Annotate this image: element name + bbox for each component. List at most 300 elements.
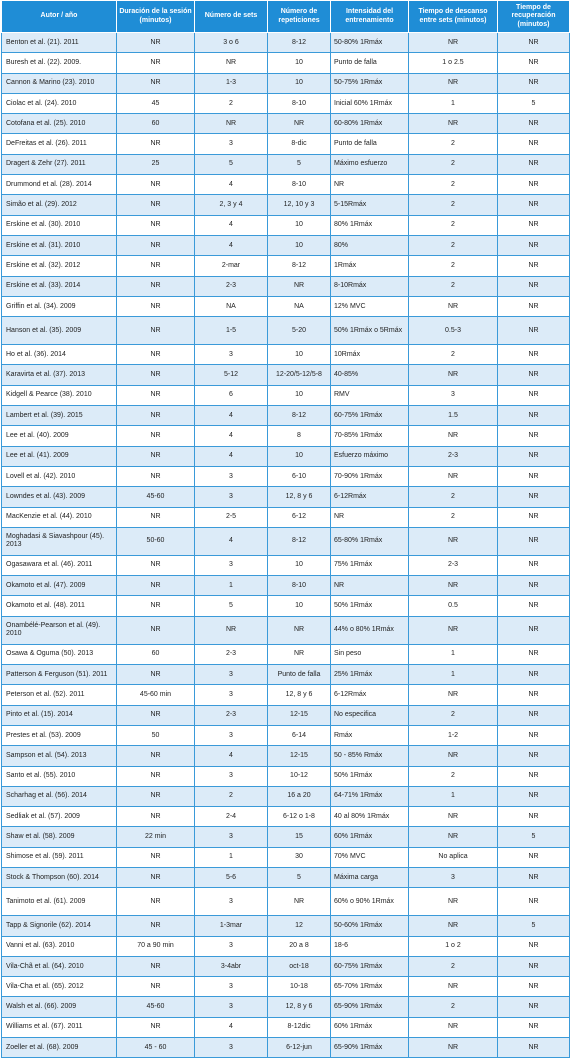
cell-sets: 3-4abr <box>195 956 268 976</box>
cell-reps: 12-15 <box>268 746 331 766</box>
cell-intensity: 12% MVC <box>331 296 409 316</box>
cell-rest: 1.5 <box>409 406 498 426</box>
cell-sets: 3 <box>195 345 268 365</box>
cell-author: Tanimoto et al. (61). 2009 <box>2 888 117 916</box>
cell-intensity: 60-75% 1Rmáx <box>331 406 409 426</box>
cell-reps: 10 <box>268 235 331 255</box>
cell-duration: NR <box>117 665 195 685</box>
cell-reps: 8-12 <box>268 406 331 426</box>
cell-author: Erskine et al. (32). 2012 <box>2 256 117 276</box>
cell-reps: 20 a 8 <box>268 936 331 956</box>
cell-intensity: 50-60% 1Rmáx <box>331 916 409 936</box>
cell-recovery: NR <box>498 446 570 466</box>
cell-rest: 2-3 <box>409 446 498 466</box>
cell-intensity: NR <box>331 507 409 527</box>
cell-intensity: 6-12Rmáx <box>331 487 409 507</box>
cell-author: Erskine et al. (30). 2010 <box>2 215 117 235</box>
cell-sets: 4 <box>195 746 268 766</box>
cell-intensity: NR <box>331 576 409 596</box>
table-row <box>2 725 570 745</box>
cell-rest: NR <box>409 114 498 134</box>
cell-recovery: NR <box>498 725 570 745</box>
cell-sets: 5-6 <box>195 867 268 887</box>
cell-duration: NR <box>117 705 195 725</box>
cell-sets: 3 <box>195 134 268 154</box>
cell-intensity: 10Rmáx <box>331 345 409 365</box>
cell-sets: NR <box>195 616 268 644</box>
cell-recovery: NR <box>498 847 570 867</box>
cell-duration: 45-60 <box>117 997 195 1017</box>
cell-rest: NR <box>409 296 498 316</box>
cell-reps: 5 <box>268 867 331 887</box>
cell-rest: 1-2 <box>409 725 498 745</box>
cell-rest: 2 <box>409 195 498 215</box>
cell-intensity: 64-71% 1Rmáx <box>331 786 409 806</box>
cell-sets: 2, 3 y 4 <box>195 195 268 215</box>
cell-rest: NR <box>409 1038 498 1058</box>
cell-reps: 8-12 <box>268 33 331 53</box>
cell-sets: 2-3 <box>195 276 268 296</box>
cell-recovery: NR <box>498 576 570 596</box>
cell-duration: NR <box>117 33 195 53</box>
cell-intensity: Punto de falla <box>331 134 409 154</box>
table-row <box>2 705 570 725</box>
table-row <box>2 1038 570 1058</box>
table-row <box>2 235 570 255</box>
cell-recovery: NR <box>498 154 570 174</box>
cell-rest: NR <box>409 977 498 997</box>
cell-rest: NR <box>409 1017 498 1037</box>
cell-author: Ogasawara et al. (46). 2011 <box>2 555 117 575</box>
cell-reps: 8-10 <box>268 175 331 195</box>
cell-author: DeFreitas et al. (26). 2011 <box>2 134 117 154</box>
cell-rest: 1 <box>409 665 498 685</box>
table-row <box>2 1017 570 1037</box>
cell-sets: 5 <box>195 596 268 616</box>
table-body <box>2 33 570 1058</box>
cell-duration: NR <box>117 596 195 616</box>
cell-sets: 2-5 <box>195 507 268 527</box>
cell-reps: 10 <box>268 596 331 616</box>
cell-rest: NR <box>409 888 498 916</box>
cell-rest: 2 <box>409 956 498 976</box>
cell-author: Ho et al. (36). 2014 <box>2 345 117 365</box>
header-sets: Número de sets <box>195 1 268 33</box>
cell-recovery: NR <box>498 685 570 705</box>
cell-author: Zoeller et al. (68). 2009 <box>2 1038 117 1058</box>
cell-intensity: 50-75% 1Rmáx <box>331 73 409 93</box>
cell-author: Okamoto et al. (47). 2009 <box>2 576 117 596</box>
cell-duration: NR <box>117 977 195 997</box>
cell-recovery: NR <box>498 317 570 345</box>
table-row <box>2 487 570 507</box>
cell-reps: NR <box>268 888 331 916</box>
cell-intensity: 1Rmáx <box>331 256 409 276</box>
table-row <box>2 685 570 705</box>
cell-recovery: NR <box>498 195 570 215</box>
cell-reps: 30 <box>268 847 331 867</box>
cell-reps: 8 <box>268 426 331 446</box>
table-row <box>2 296 570 316</box>
cell-author: Osawa & Oguma (50). 2013 <box>2 644 117 664</box>
cell-intensity: Rmáx <box>331 725 409 745</box>
cell-intensity: 65-90% 1Rmáx <box>331 997 409 1017</box>
cell-recovery: NR <box>498 235 570 255</box>
cell-sets: 3 <box>195 466 268 486</box>
cell-recovery: NR <box>498 746 570 766</box>
cell-sets: 4 <box>195 175 268 195</box>
cell-sets: 3 <box>195 766 268 786</box>
cell-intensity: Máximo esfuerzo <box>331 154 409 174</box>
table-row <box>2 936 570 956</box>
table-row <box>2 215 570 235</box>
cell-duration: NR <box>117 317 195 345</box>
cell-duration: NR <box>117 256 195 276</box>
training-table <box>1 0 570 1058</box>
cell-rest: 1 <box>409 93 498 113</box>
cell-duration: NR <box>117 365 195 385</box>
cell-reps: 6-12-jun <box>268 1038 331 1058</box>
cell-duration: 25 <box>117 154 195 174</box>
cell-rest: 2 <box>409 997 498 1017</box>
cell-recovery: NR <box>498 134 570 154</box>
cell-duration: NR <box>117 53 195 73</box>
table-row <box>2 576 570 596</box>
cell-rest: 2 <box>409 507 498 527</box>
cell-duration: 45 <box>117 93 195 113</box>
cell-author: Erskine et al. (31). 2010 <box>2 235 117 255</box>
cell-duration: NR <box>117 507 195 527</box>
cell-sets: 1 <box>195 847 268 867</box>
cell-rest: 2 <box>409 215 498 235</box>
cell-reps: 16 a 20 <box>268 786 331 806</box>
cell-reps: 10 <box>268 385 331 405</box>
cell-recovery: 5 <box>498 916 570 936</box>
cell-reps: oct-18 <box>268 956 331 976</box>
cell-author: Prestes et al. (53). 2009 <box>2 725 117 745</box>
cell-recovery: NR <box>498 977 570 997</box>
header-rest: Tiempo de descanso entre sets (minutos) <box>409 1 498 33</box>
cell-intensity: 65-70% 1Rmáx <box>331 977 409 997</box>
cell-author: Karavirta et al. (37). 2013 <box>2 365 117 385</box>
cell-rest: NR <box>409 466 498 486</box>
table-row <box>2 154 570 174</box>
table-row <box>2 555 570 575</box>
cell-reps: 8-12 <box>268 527 331 555</box>
cell-intensity: 5-15Rmáx <box>331 195 409 215</box>
cell-author: Vila-Cha et al. (65). 2012 <box>2 977 117 997</box>
cell-sets: 1-5 <box>195 317 268 345</box>
cell-reps: 12, 10 y 3 <box>268 195 331 215</box>
table-row <box>2 977 570 997</box>
cell-recovery: NR <box>498 766 570 786</box>
cell-sets: 3 <box>195 977 268 997</box>
cell-author: Drummond et al. (28). 2014 <box>2 175 117 195</box>
table-row <box>2 317 570 345</box>
cell-sets: 3 <box>195 685 268 705</box>
cell-reps: 8-12 <box>268 256 331 276</box>
cell-author: Scharhag et al. (56). 2014 <box>2 786 117 806</box>
cell-reps: 12 <box>268 916 331 936</box>
table-row <box>2 33 570 53</box>
cell-duration: NR <box>117 616 195 644</box>
header-intensity: Intensidad del entrenamiento <box>331 1 409 33</box>
cell-recovery: NR <box>498 786 570 806</box>
cell-rest: 1 o 2 <box>409 936 498 956</box>
table-header <box>2 1 570 33</box>
cell-intensity: 18-6 <box>331 936 409 956</box>
table-row <box>2 527 570 555</box>
cell-duration: NR <box>117 956 195 976</box>
cell-sets: 3 <box>195 1038 268 1058</box>
cell-intensity: 70% MVC <box>331 847 409 867</box>
cell-author: Stock & Thompson (60). 2014 <box>2 867 117 887</box>
table-row <box>2 406 570 426</box>
cell-recovery: NR <box>498 956 570 976</box>
cell-recovery: NR <box>498 385 570 405</box>
cell-recovery: NR <box>498 487 570 507</box>
cell-intensity: 60% 1Rmáx <box>331 1017 409 1037</box>
cell-author: Benton et al. (21). 2011 <box>2 33 117 53</box>
header-duration: Duración de la sesión (minutos) <box>117 1 195 33</box>
cell-recovery: NR <box>498 888 570 916</box>
cell-rest: NR <box>409 685 498 705</box>
cell-intensity: 44% o 80% 1Rmáx <box>331 616 409 644</box>
cell-sets: 6 <box>195 385 268 405</box>
cell-intensity: 40-85% <box>331 365 409 385</box>
cell-reps: 6-12 <box>268 507 331 527</box>
cell-sets: 3 <box>195 725 268 745</box>
cell-recovery: NR <box>498 345 570 365</box>
table-row <box>2 426 570 446</box>
table-row <box>2 195 570 215</box>
cell-sets: 5 <box>195 154 268 174</box>
cell-sets: 3 <box>195 997 268 1017</box>
cell-reps: 12-15 <box>268 705 331 725</box>
table-row <box>2 616 570 644</box>
cell-duration: NR <box>117 235 195 255</box>
cell-recovery: NR <box>498 665 570 685</box>
cell-duration: 60 <box>117 114 195 134</box>
cell-rest: NR <box>409 33 498 53</box>
table-row <box>2 175 570 195</box>
cell-author: Cannon & Marino (23). 2010 <box>2 73 117 93</box>
cell-author: Vila-Chã et al. (64). 2010 <box>2 956 117 976</box>
table-row <box>2 766 570 786</box>
cell-duration: NR <box>117 847 195 867</box>
cell-rest: 2 <box>409 235 498 255</box>
cell-intensity: 70-90% 1Rmáx <box>331 466 409 486</box>
cell-duration: NR <box>117 446 195 466</box>
table-row <box>2 345 570 365</box>
cell-duration: 50-60 <box>117 527 195 555</box>
cell-duration: 22 min <box>117 827 195 847</box>
cell-reps: 10 <box>268 215 331 235</box>
table-row <box>2 256 570 276</box>
cell-sets: 3 <box>195 555 268 575</box>
cell-sets: 2-mar <box>195 256 268 276</box>
cell-intensity: 60% 1Rmáx <box>331 827 409 847</box>
table-row <box>2 114 570 134</box>
cell-author: Pinto et al. (15). 2014 <box>2 705 117 725</box>
cell-rest: No aplica <box>409 847 498 867</box>
cell-rest: NR <box>409 827 498 847</box>
cell-duration: NR <box>117 73 195 93</box>
cell-intensity: 50-80% 1Rmáx <box>331 33 409 53</box>
cell-reps: 6-14 <box>268 725 331 745</box>
cell-sets: 2-3 <box>195 705 268 725</box>
cell-sets: 4 <box>195 426 268 446</box>
table-row <box>2 93 570 113</box>
cell-intensity: 40 al 80% 1Rmáx <box>331 807 409 827</box>
cell-recovery: NR <box>498 807 570 827</box>
cell-sets: 1-3mar <box>195 916 268 936</box>
table-row <box>2 53 570 73</box>
cell-duration: NR <box>117 134 195 154</box>
cell-recovery: NR <box>498 1017 570 1037</box>
cell-rest: NR <box>409 746 498 766</box>
cell-recovery: NR <box>498 296 570 316</box>
cell-recovery: NR <box>498 705 570 725</box>
cell-sets: 1-3 <box>195 73 268 93</box>
cell-duration: NR <box>117 555 195 575</box>
cell-reps: NR <box>268 114 331 134</box>
cell-duration: NR <box>117 576 195 596</box>
cell-duration: NR <box>117 807 195 827</box>
cell-sets: 5-12 <box>195 365 268 385</box>
cell-reps: 5-20 <box>268 317 331 345</box>
cell-sets: 3 o 6 <box>195 33 268 53</box>
cell-recovery: NR <box>498 256 570 276</box>
cell-rest: 3 <box>409 385 498 405</box>
cell-reps: 10 <box>268 345 331 365</box>
cell-recovery: NR <box>498 276 570 296</box>
cell-rest: 1 o 2.5 <box>409 53 498 73</box>
cell-sets: 2-3 <box>195 644 268 664</box>
cell-recovery: NR <box>498 616 570 644</box>
table-row <box>2 847 570 867</box>
cell-duration: NR <box>117 916 195 936</box>
cell-rest: 2 <box>409 705 498 725</box>
cell-intensity: No especifica <box>331 705 409 725</box>
cell-sets: NA <box>195 296 268 316</box>
cell-intensity: 80% 1Rmáx <box>331 215 409 235</box>
cell-recovery: NR <box>498 644 570 664</box>
cell-sets: 1 <box>195 576 268 596</box>
cell-author: Moghadasi & Siavashpour (45). 2013 <box>2 527 117 555</box>
cell-duration: NR <box>117 406 195 426</box>
cell-reps: 8-dic <box>268 134 331 154</box>
cell-rest: NR <box>409 365 498 385</box>
cell-author: MacKenzie et al. (44). 2010 <box>2 507 117 527</box>
cell-rest: 2 <box>409 487 498 507</box>
table-row <box>2 665 570 685</box>
cell-reps: 6-12 o 1-8 <box>268 807 331 827</box>
cell-rest: 2 <box>409 154 498 174</box>
table-row <box>2 888 570 916</box>
cell-author: Williams et al. (67). 2011 <box>2 1017 117 1037</box>
cell-recovery: NR <box>498 53 570 73</box>
cell-intensity: 70-85% 1Rmáx <box>331 426 409 446</box>
cell-duration: 50 <box>117 725 195 745</box>
cell-intensity: Esfuerzo máximo <box>331 446 409 466</box>
cell-reps: 10 <box>268 73 331 93</box>
cell-recovery: NR <box>498 426 570 446</box>
cell-rest: 2 <box>409 345 498 365</box>
cell-author: Lambert et al. (39). 2015 <box>2 406 117 426</box>
cell-author: Lowndes et al. (43). 2009 <box>2 487 117 507</box>
cell-intensity: 80% <box>331 235 409 255</box>
cell-sets: 3 <box>195 888 268 916</box>
cell-reps: 12, 8 y 6 <box>268 997 331 1017</box>
cell-recovery: NR <box>498 365 570 385</box>
cell-sets: NR <box>195 53 268 73</box>
cell-reps: 8-10 <box>268 93 331 113</box>
cell-recovery: NR <box>498 466 570 486</box>
cell-rest: NR <box>409 616 498 644</box>
cell-reps: 12-20/5-12/5-8 <box>268 365 331 385</box>
cell-author: Shaw et al. (58). 2009 <box>2 827 117 847</box>
table-row <box>2 746 570 766</box>
cell-intensity: 50 - 85% Rmáx <box>331 746 409 766</box>
cell-rest: 2 <box>409 766 498 786</box>
cell-duration: 45 - 60 <box>117 1038 195 1058</box>
cell-intensity: Sin peso <box>331 644 409 664</box>
cell-duration: 45-60 min <box>117 685 195 705</box>
header-row <box>2 1 570 33</box>
table-row <box>2 827 570 847</box>
cell-reps: 10 <box>268 446 331 466</box>
cell-sets: 3 <box>195 936 268 956</box>
cell-recovery: NR <box>498 114 570 134</box>
cell-rest: NR <box>409 73 498 93</box>
cell-intensity: 75% 1Rmáx <box>331 555 409 575</box>
cell-author: Cotofana et al. (25). 2010 <box>2 114 117 134</box>
cell-reps: NR <box>268 276 331 296</box>
cell-sets: 2 <box>195 786 268 806</box>
cell-author: Kidgell & Pearce (38). 2010 <box>2 385 117 405</box>
cell-intensity: 65-80% 1Rmáx <box>331 527 409 555</box>
cell-author: Okamoto et al. (48). 2011 <box>2 596 117 616</box>
cell-recovery: NR <box>498 936 570 956</box>
table-row <box>2 507 570 527</box>
header-recovery: Tiempo de recuperación (minutos) <box>498 1 570 33</box>
cell-sets: 4 <box>195 235 268 255</box>
cell-sets: 2-4 <box>195 807 268 827</box>
cell-author: Lee et al. (41). 2009 <box>2 446 117 466</box>
cell-rest: NR <box>409 527 498 555</box>
cell-author: Santo et al. (55). 2010 <box>2 766 117 786</box>
cell-intensity: 50% 1Rmáx <box>331 596 409 616</box>
cell-author: Onambélé-Pearson et al. (49). 2010 <box>2 616 117 644</box>
cell-duration: NR <box>117 1017 195 1037</box>
table-row <box>2 867 570 887</box>
table-row <box>2 276 570 296</box>
cell-author: Lee et al. (40). 2009 <box>2 426 117 446</box>
cell-author: Tapp & Signorile (62). 2014 <box>2 916 117 936</box>
cell-intensity: 60-75% 1Rmáx <box>331 956 409 976</box>
cell-sets: 4 <box>195 527 268 555</box>
cell-reps: 10-12 <box>268 766 331 786</box>
cell-sets: 3 <box>195 487 268 507</box>
table-row <box>2 596 570 616</box>
cell-rest: 3 <box>409 867 498 887</box>
table-row <box>2 73 570 93</box>
cell-recovery: NR <box>498 406 570 426</box>
cell-reps: NA <box>268 296 331 316</box>
cell-recovery: NR <box>498 527 570 555</box>
cell-duration: NR <box>117 385 195 405</box>
